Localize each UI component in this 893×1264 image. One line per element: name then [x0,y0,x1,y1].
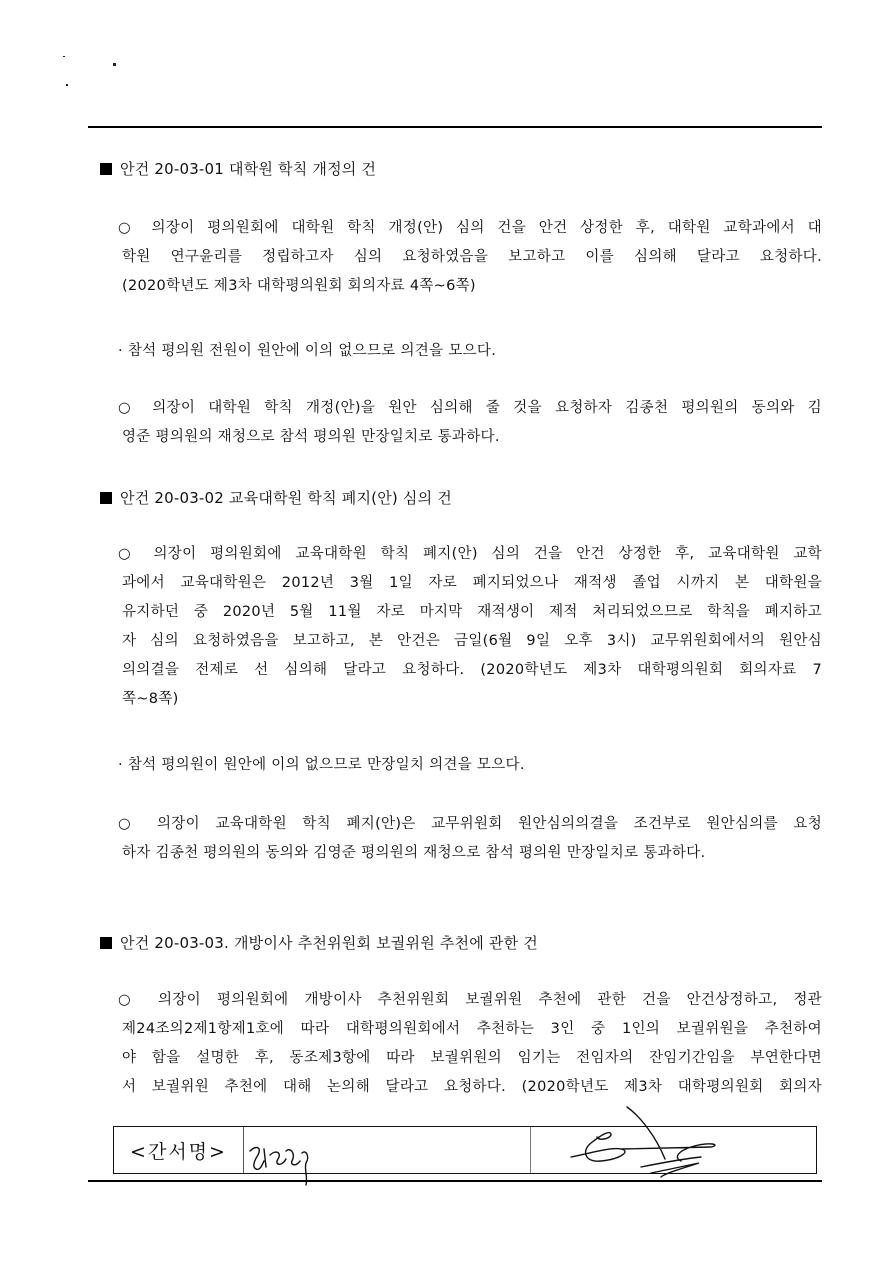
signature-label-cell [114,1127,244,1173]
agenda-2-resolution: ○ 의장이 교육대학원 학칙 폐지(안)은 교무위원회 원안심의의결을 조건부로 원안심의를 요청 하자 김종천 평의원의 동의와 김영준 평의원의 재청으로 참석 평의원 만장일치로 통과하다. [118,816,822,861]
agenda-2-paragraph: ○ 의장이 평의원회에 교육대학원 학칙 폐지(안) 심의 건을 안건 상정한 후, 교육대학원 교학 과에서 교육대학원은 2012년 3월 1일 자로 폐지되었으나 재적생 졸업 시까지 본 대학원을 유지하던 중 2020년 5월 11월 자로 마지막 재적생이 제적 처리되었으므로 학칙을 폐지하고 자 심의 요청하였음을 보고하고, 본 안건은 금일(6월 9일 오후 3시) 교무위원회에서의 원안심 의의결을 전제로 선 심의해 달라고 요청하다. (2020학년도 제3차 대학평의원회 회의자료 7 쪽~8쪽) [118,546,822,707]
scan-speck [63,56,65,57]
agenda-heading-1: 안건 20-03-01 대학원 학칙 개정의 건 [100,158,376,179]
scan-speck [113,63,116,66]
agenda-3-paragraph: ○ 의장이 평의원회에 개방이사 추천위원회 보궐위원 추천에 관한 건을 안건상정하고, 정관 제24조의2제1항제1호에 따라 대학평의원회에서 추천하는 3인 중 1인의 보궐위원을 추천하여 야 함을 설명한 후, 동조제3항에 따라 보궐위원의 임기는 전임자의 잔임기간임을 부연한다면 서 보궐위원 추천에 대해 논의해 달라고 요청하다. (2020학년도 제3차 대학평의원회 회의자 [118,992,822,1095]
agenda-heading-3: 안건 20-03-03. 개방이사 추천위원회 보궐위원 추천에 관한 건 [100,932,538,953]
signature-cell-1 [244,1127,531,1173]
bottom-rule [88,1180,822,1182]
square-bullet-icon [100,937,112,949]
top-rule [88,126,822,128]
square-bullet-icon [100,163,112,175]
agenda-2-note: · 참석 평의원이 원안에 이의 없으므로 만장일치 의견을 모으다. [118,757,525,773]
agenda-1-resolution: ○ 의장이 대학원 학칙 개정(안)을 원안 심의해 줄 것을 요청하자 김종천 평의원의 동의와 김 영준 평의원의 재청으로 참석 평의원 만장일치로 통과하다. [118,400,822,445]
handwritten-signature-icon [561,1107,741,1187]
agenda-1-paragraph: ○ 의장이 평의원회에 대학원 학칙 개정(안) 심의 건을 안건 상정한 후, 대학원 교학과에서 대 학원 연구윤리를 정립하고자 심의 요청하였음을 보고하고 이를 심의해 달라고 요청하다. (2020학년도 제3차 대학평의원회 회의자료 4쪽~6쪽) [118,220,822,294]
signature-label: <간서명> [130,1140,227,1163]
signature-cell-2 [531,1127,816,1173]
agenda-heading-2: 안건 20-03-02 교육대학원 학칙 폐지(안) 심의 건 [100,487,452,508]
square-bullet-icon [100,492,112,504]
agenda-1-note: · 참석 평의원 전원이 원안에 이의 없으므로 의견을 모으다. [118,343,497,359]
scan-speck [66,84,68,86]
signature-box [113,1126,817,1174]
